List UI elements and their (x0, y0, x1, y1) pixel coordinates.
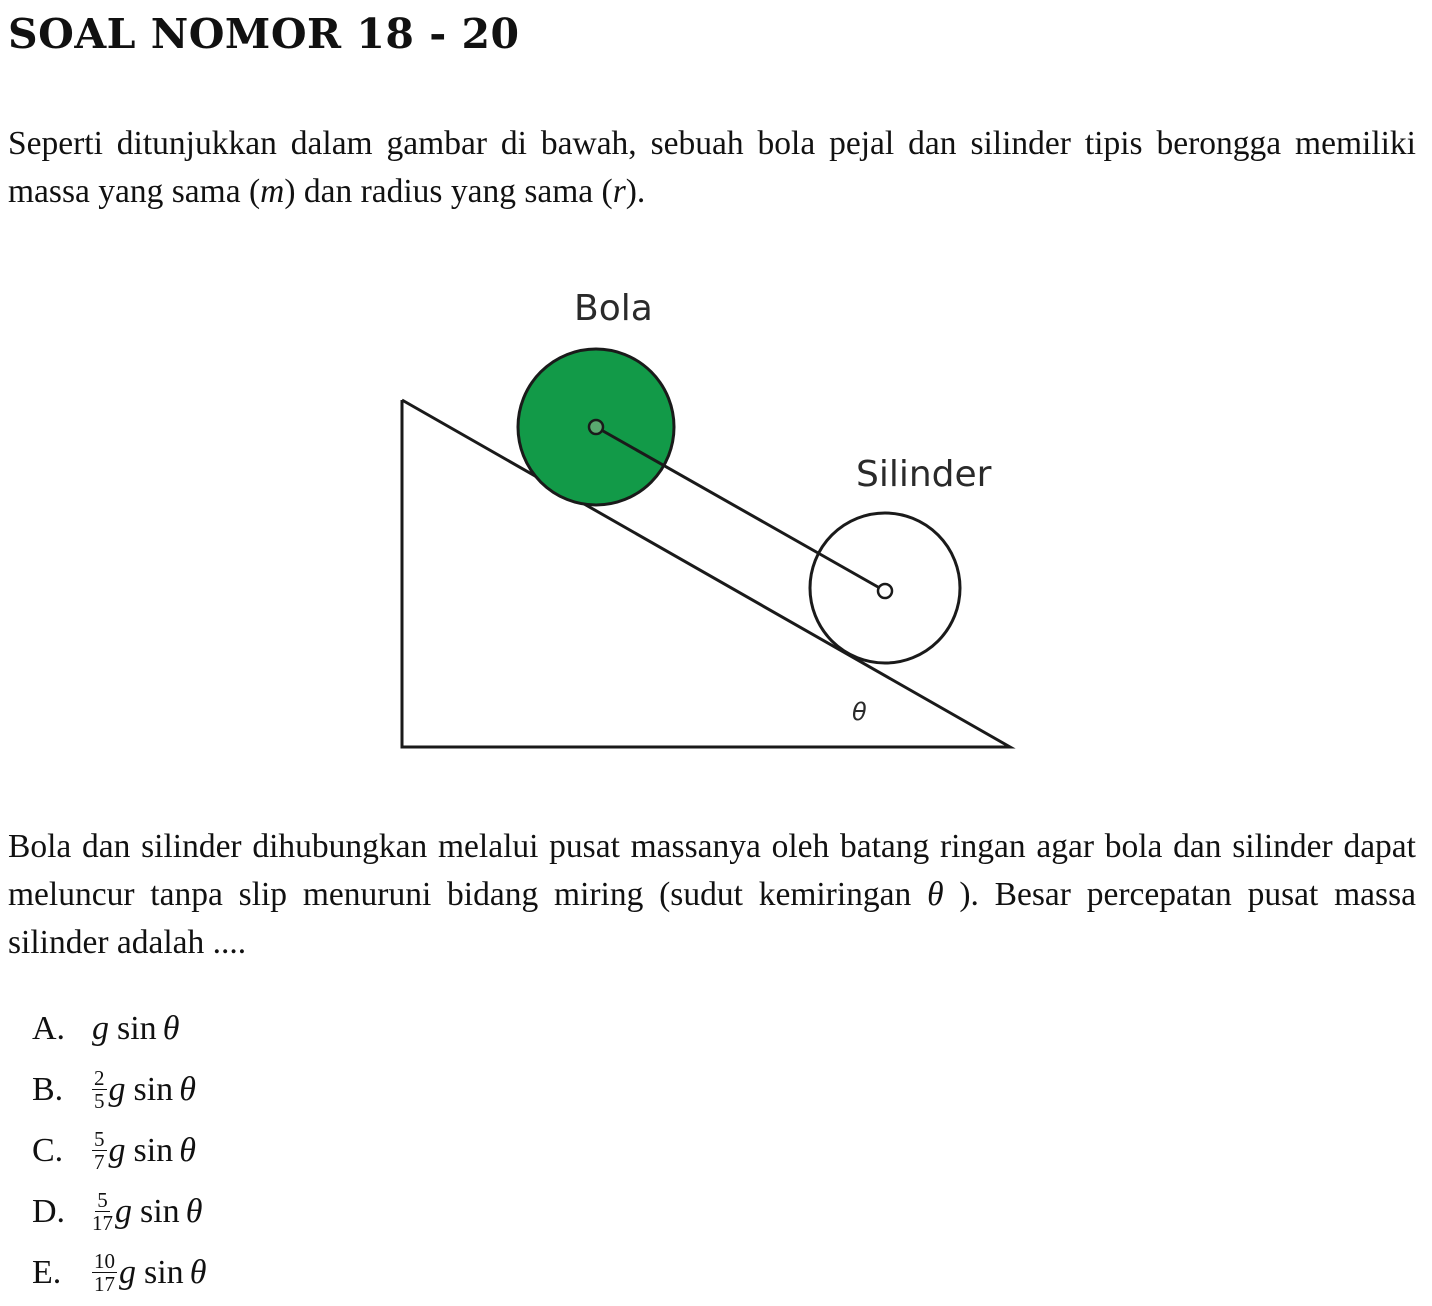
g-symbol: g (119, 1253, 136, 1291)
fraction-numerator: 10 (94, 1249, 115, 1273)
page-title: SOAL NOMOR 18 - 20 (8, 10, 520, 58)
incline-triangle (402, 400, 1010, 747)
sin-function: sin (144, 1253, 184, 1291)
fraction (92, 1190, 113, 1233)
radius-symbol: r (612, 173, 626, 210)
g-symbol: g (92, 1009, 109, 1047)
g-symbol: g (115, 1192, 132, 1230)
fraction (92, 1129, 107, 1172)
sin-function: sin (117, 1009, 157, 1047)
theta-symbol: θ (162, 1009, 180, 1047)
option-e[interactable] (32, 1242, 206, 1303)
theta-symbol: θ (179, 1131, 196, 1169)
g-symbol: g (108, 1070, 126, 1108)
option-letter: E. (32, 1253, 62, 1291)
option-letter: A. (32, 1009, 66, 1047)
fraction-numerator: 2 (94, 1066, 105, 1090)
fraction-denominator: 17 (94, 1272, 115, 1296)
option-letter: C. (32, 1131, 64, 1169)
option-letter: D. (32, 1192, 66, 1230)
fraction (92, 1251, 117, 1294)
cylinder-center-point (878, 584, 892, 598)
intro-text-1: Seperti ditunjukkan dalam gambar di bawah, sebuah bola pejal dan silinder tipis berongga memiliki massa yang sama ( (8, 125, 1416, 210)
ball-label: Bola (574, 288, 653, 329)
question-text-end: ). Besar percepatan pusat massa silinder adalah .... (8, 876, 1416, 961)
intro-text-3: ). (625, 173, 646, 210)
fraction-numerator: 5 (94, 1127, 105, 1151)
question-text: Bola dan silinder dihubungkan melalui pusat massanya oleh batang ringan agar bola dan silinder dapat meluncur tanpa slip menuruni bidang miring (sudut kemiringan (8, 828, 1416, 913)
option-c[interactable] (32, 1120, 206, 1181)
intro-paragraph (8, 120, 1416, 216)
incline-diagram (380, 270, 1040, 770)
fraction-denominator: 5 (94, 1089, 105, 1113)
intro-text-2: ) dan radius yang sama ( (284, 173, 613, 210)
fraction-denominator: 17 (92, 1211, 113, 1235)
fraction (92, 1068, 107, 1111)
sin-function: sin (140, 1192, 180, 1230)
angle-label: θ (852, 698, 867, 726)
theta-symbol: θ (185, 1192, 203, 1230)
question-paragraph (8, 823, 1416, 967)
mass-symbol: m (260, 173, 285, 210)
connecting-rod (596, 427, 885, 591)
cylinder-label: Silinder (856, 454, 992, 495)
theta-symbol: θ (189, 1253, 207, 1291)
option-letter: B. (32, 1070, 64, 1108)
fraction-denominator: 7 (94, 1150, 105, 1174)
sin-function: sin (133, 1131, 174, 1169)
theta-symbol: θ (179, 1070, 196, 1108)
theta-symbol: θ (927, 876, 944, 913)
ball-center-point (589, 420, 603, 434)
option-b[interactable] (32, 1059, 206, 1120)
answer-options (32, 998, 206, 1303)
fraction-numerator: 5 (97, 1188, 108, 1212)
g-symbol: g (108, 1131, 126, 1169)
option-a[interactable] (32, 998, 206, 1059)
option-d[interactable] (32, 1181, 206, 1242)
sin-function: sin (133, 1070, 174, 1108)
